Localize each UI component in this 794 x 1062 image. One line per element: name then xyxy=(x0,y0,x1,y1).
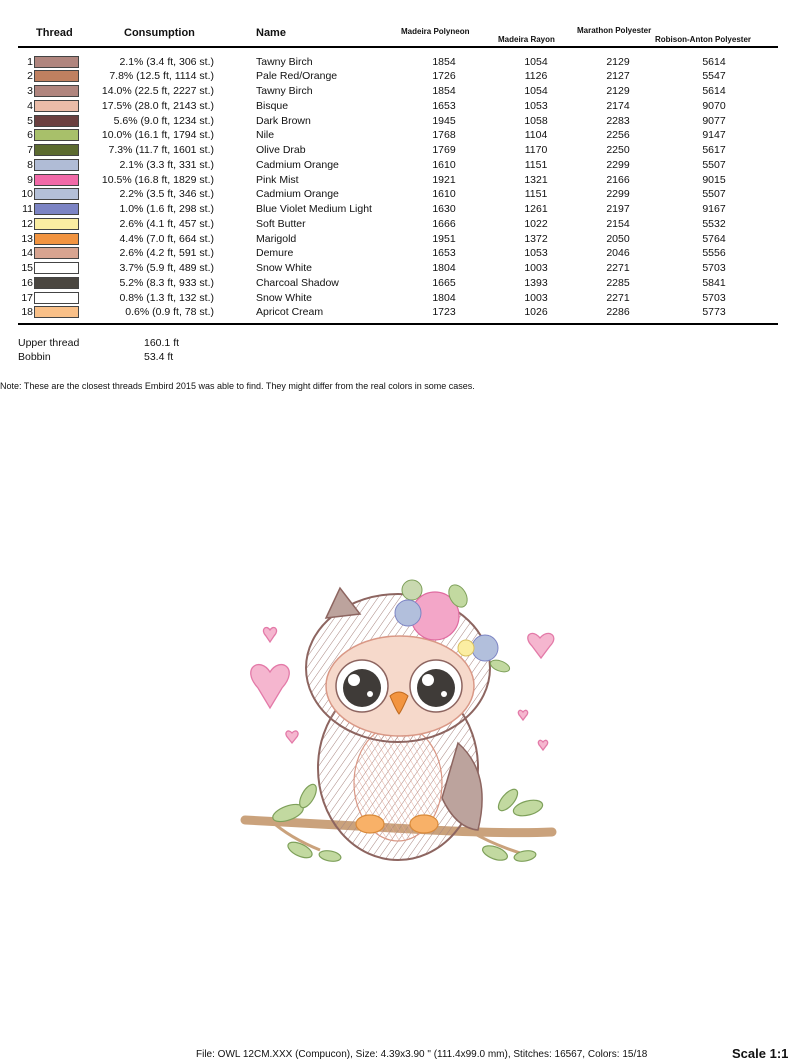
thread-robison-anton: 5507 xyxy=(702,188,726,201)
thread-name: Pink Mist xyxy=(256,173,299,186)
thread-robison-anton: 5507 xyxy=(702,158,726,171)
thread-madeira-rayon: 1053 xyxy=(524,99,548,112)
thread-color-swatch xyxy=(34,129,79,141)
thread-number: 10 xyxy=(21,188,33,201)
thread-marathon-polyester: 2197 xyxy=(606,203,630,215)
thread-consumption: 14.0% (22.5 ft, 2227 st.) xyxy=(101,85,214,97)
file-info: File: OWL 12CM.XXX (Compucon), Size: 4.39x3.90 " (111.4x99.0 mm), Stitches: 16567, Colors: 15/18 xyxy=(196,1049,648,1060)
thread-robison-anton: 5532 xyxy=(702,217,726,230)
thread-marathon-polyester: 2285 xyxy=(606,276,630,289)
thread-name: Tawny Birch xyxy=(256,55,313,68)
thread-number: 2 xyxy=(27,70,33,83)
thread-number: 18 xyxy=(21,306,33,319)
thread-madeira-polyneon: 1854 xyxy=(432,55,456,68)
thread-consumption: 5.6% (9.0 ft, 1234 st.) xyxy=(113,114,214,127)
upper-thread-label: Upper thread xyxy=(18,337,80,349)
thread-note: Note: These are the closest threads Embird 2015 was able to find. They might differ from the real colors in some cases. xyxy=(0,381,475,391)
thread-color-swatch xyxy=(34,188,79,200)
thread-robison-anton: 5614 xyxy=(702,55,726,68)
thread-name: Charcoal Shadow xyxy=(256,276,339,289)
header-consumption: Consumption xyxy=(124,27,195,39)
thread-name: Bisque xyxy=(256,99,289,112)
thread-row xyxy=(0,305,794,320)
thread-number: 8 xyxy=(27,158,33,171)
thread-consumption: 10.5% (16.8 ft, 1829 st.) xyxy=(101,173,214,186)
thread-color-swatch xyxy=(34,174,79,186)
thread-madeira-rayon: 1170 xyxy=(524,144,548,156)
thread-madeira-rayon: 1151 xyxy=(524,158,548,171)
thread-row xyxy=(0,261,794,276)
thread-marathon-polyester: 2129 xyxy=(606,85,630,97)
thread-madeira-polyneon: 1945 xyxy=(432,114,456,127)
thread-robison-anton: 9167 xyxy=(702,203,726,215)
thread-madeira-rayon: 1372 xyxy=(524,232,548,245)
thread-row xyxy=(0,291,794,306)
thread-robison-anton: 9147 xyxy=(702,129,726,142)
thread-marathon-polyester: 2299 xyxy=(606,158,630,171)
thread-consumption: 2.6% (4.2 ft, 591 st.) xyxy=(119,247,214,260)
thread-color-swatch xyxy=(34,247,79,259)
thread-name: Snow White xyxy=(256,262,313,274)
thread-name: Cadmium Orange xyxy=(256,188,339,201)
upper-thread-value: 160.1 ft xyxy=(144,337,180,349)
thread-madeira-rayon: 1151 xyxy=(524,188,548,201)
thread-robison-anton: 5773 xyxy=(702,306,726,319)
thread-marathon-polyester: 2154 xyxy=(606,217,630,230)
thread-madeira-polyneon: 1653 xyxy=(432,99,456,112)
thread-consumption: 5.2% (8.3 ft, 933 st.) xyxy=(119,276,214,289)
thread-marathon-polyester: 2166 xyxy=(606,173,630,186)
footer-rule xyxy=(18,323,778,325)
owl-illustration xyxy=(230,568,566,868)
thread-number: 17 xyxy=(21,291,33,304)
thread-name: Soft Butter xyxy=(256,217,306,230)
thread-color-swatch xyxy=(34,203,79,215)
thread-consumption: 2.6% (4.1 ft, 457 st.) xyxy=(119,217,214,230)
header-rule xyxy=(18,46,778,48)
thread-name: Olive Drab xyxy=(256,144,306,156)
thread-madeira-polyneon: 1610 xyxy=(432,188,456,201)
thread-madeira-rayon: 1261 xyxy=(524,203,548,215)
thread-number: 14 xyxy=(21,247,33,260)
thread-marathon-polyester: 2050 xyxy=(606,232,630,245)
thread-number: 1 xyxy=(27,55,33,68)
thread-number: 12 xyxy=(21,217,33,230)
thread-row xyxy=(0,84,794,99)
thread-name: Snow White xyxy=(256,291,313,304)
thread-number: 6 xyxy=(27,129,33,142)
thread-number: 3 xyxy=(27,85,33,97)
thread-madeira-rayon: 1026 xyxy=(524,306,548,319)
thread-madeira-rayon: 1003 xyxy=(524,262,548,274)
thread-row xyxy=(0,202,794,217)
thread-madeira-rayon: 1126 xyxy=(524,70,548,83)
thread-consumption: 2.1% (3.4 ft, 306 st.) xyxy=(119,55,214,68)
thread-marathon-polyester: 2250 xyxy=(606,144,630,156)
thread-row xyxy=(0,276,794,291)
thread-madeira-rayon: 1054 xyxy=(524,85,548,97)
thread-color-swatch xyxy=(34,100,79,112)
thread-row xyxy=(0,99,794,114)
thread-row xyxy=(0,246,794,261)
thread-robison-anton: 5841 xyxy=(702,276,726,289)
thread-consumption: 4.4% (7.0 ft, 664 st.) xyxy=(119,232,214,245)
header-robison-anton: Robison-Anton Polyester xyxy=(655,35,752,44)
thread-madeira-polyneon: 1653 xyxy=(432,247,456,260)
thread-robison-anton: 5617 xyxy=(702,144,726,156)
thread-madeira-rayon: 1022 xyxy=(524,217,548,230)
thread-madeira-rayon: 1053 xyxy=(524,247,548,260)
thread-madeira-polyneon: 1804 xyxy=(432,291,456,304)
thread-consumption: 2.1% (3.3 ft, 331 st.) xyxy=(119,158,214,171)
scale-label: Scale 1:1 xyxy=(732,1046,789,1061)
thread-name: Apricot Cream xyxy=(256,306,324,319)
header-madeira-rayon: Madeira Rayon xyxy=(498,35,555,44)
thread-color-swatch xyxy=(34,277,79,289)
thread-name: Demure xyxy=(256,247,294,260)
thread-madeira-rayon: 1104 xyxy=(524,129,548,142)
thread-consumption: 0.6% (0.9 ft, 78 st.) xyxy=(125,306,214,319)
thread-madeira-polyneon: 1666 xyxy=(432,217,456,230)
thread-row xyxy=(0,232,794,247)
thread-name: Marigold xyxy=(256,232,297,245)
thread-color-swatch xyxy=(34,70,79,82)
thread-marathon-polyester: 2127 xyxy=(606,70,630,83)
thread-color-swatch xyxy=(34,306,79,318)
header-name: Name xyxy=(256,27,286,39)
thread-consumption: 3.7% (5.9 ft, 489 st.) xyxy=(119,262,214,274)
thread-robison-anton: 9077 xyxy=(702,114,726,127)
thread-robison-anton: 5614 xyxy=(702,85,726,97)
thread-marathon-polyester: 2286 xyxy=(606,306,630,319)
thread-marathon-polyester: 2174 xyxy=(606,99,630,112)
thread-robison-anton: 5764 xyxy=(702,232,726,245)
thread-number: 7 xyxy=(27,144,33,156)
thread-color-swatch xyxy=(34,85,79,97)
thread-marathon-polyester: 2046 xyxy=(606,247,630,260)
thread-madeira-polyneon: 1804 xyxy=(432,262,456,274)
thread-color-swatch xyxy=(34,115,79,127)
thread-number: 5 xyxy=(27,114,33,127)
bobbin-value: 53.4 ft xyxy=(144,351,174,363)
thread-consumption: 1.0% (1.6 ft, 298 st.) xyxy=(119,203,214,215)
thread-madeira-rayon: 1321 xyxy=(524,173,548,186)
thread-robison-anton: 9015 xyxy=(702,173,726,186)
thread-color-swatch xyxy=(34,159,79,171)
thread-marathon-polyester: 2271 xyxy=(606,291,630,304)
thread-row xyxy=(0,173,794,188)
thread-row xyxy=(0,69,794,84)
thread-row xyxy=(0,187,794,202)
header-thread: Thread xyxy=(36,27,73,39)
thread-consumption: 7.3% (11.7 ft, 1601 st.) xyxy=(108,144,214,156)
thread-robison-anton: 5703 xyxy=(702,262,726,274)
thread-name: Dark Brown xyxy=(256,114,311,127)
thread-row xyxy=(0,55,794,70)
thread-madeira-polyneon: 1610 xyxy=(432,158,456,171)
thread-name: Cadmium Orange xyxy=(256,158,339,171)
thread-madeira-rayon: 1003 xyxy=(524,291,548,304)
thread-madeira-polyneon: 1630 xyxy=(432,203,456,215)
thread-color-swatch xyxy=(34,233,79,245)
thread-marathon-polyester: 2283 xyxy=(606,114,630,127)
thread-number: 11 xyxy=(22,203,33,215)
thread-madeira-polyneon: 1769 xyxy=(432,144,456,156)
thread-name: Blue Violet Medium Light xyxy=(256,203,372,215)
header-madeira-polyneon: Madeira Polyneon xyxy=(401,27,470,36)
thread-consumption: 10.0% (16.1 ft, 1794 st.) xyxy=(101,129,214,142)
thread-consumption: 17.5% (28.0 ft, 2143 st.) xyxy=(101,99,214,112)
thread-row xyxy=(0,128,794,143)
thread-madeira-rayon: 1058 xyxy=(524,114,548,127)
thread-madeira-rayon: 1054 xyxy=(524,55,548,68)
thread-marathon-polyester: 2129 xyxy=(606,55,630,68)
thread-consumption: 2.2% (3.5 ft, 346 st.) xyxy=(119,188,214,201)
thread-number: 13 xyxy=(21,232,33,245)
thread-madeira-polyneon: 1726 xyxy=(432,70,456,83)
thread-marathon-polyester: 2299 xyxy=(606,188,630,201)
thread-number: 9 xyxy=(27,173,33,186)
thread-color-swatch xyxy=(34,262,79,274)
thread-madeira-rayon: 1393 xyxy=(524,276,548,289)
thread-robison-anton: 5703 xyxy=(702,291,726,304)
thread-robison-anton: 5547 xyxy=(702,70,726,83)
thread-color-swatch xyxy=(34,292,79,304)
thread-name: Nile xyxy=(256,129,275,142)
thread-color-swatch xyxy=(34,144,79,156)
thread-name: Pale Red/Orange xyxy=(256,70,338,83)
thread-consumption: 0.8% (1.3 ft, 132 st.) xyxy=(119,291,214,304)
thread-number: 16 xyxy=(21,276,33,289)
thread-robison-anton: 5556 xyxy=(702,247,726,260)
thread-color-swatch xyxy=(34,218,79,230)
bobbin-label: Bobbin xyxy=(18,351,51,363)
thread-madeira-polyneon: 1921 xyxy=(432,173,456,186)
thread-marathon-polyester: 2256 xyxy=(606,129,630,142)
thread-madeira-polyneon: 1768 xyxy=(432,129,456,142)
thread-name: Tawny Birch xyxy=(256,85,313,97)
thread-marathon-polyester: 2271 xyxy=(606,262,630,274)
thread-robison-anton: 9070 xyxy=(702,99,726,112)
thread-color-swatch xyxy=(34,56,79,68)
thread-madeira-polyneon: 1723 xyxy=(432,306,456,319)
thread-row xyxy=(0,114,794,129)
owl-embroidery-design xyxy=(230,568,566,868)
thread-number: 15 xyxy=(21,262,33,274)
thread-consumption: 7.8% (12.5 ft, 1114 st.) xyxy=(109,70,214,83)
thread-number: 4 xyxy=(27,99,33,112)
thread-row xyxy=(0,158,794,173)
thread-madeira-polyneon: 1854 xyxy=(432,85,456,97)
thread-madeira-polyneon: 1951 xyxy=(432,232,456,245)
thread-madeira-polyneon: 1665 xyxy=(432,276,456,289)
thread-row xyxy=(0,217,794,232)
header-marathon-polyester: Marathon Polyester xyxy=(577,26,652,35)
thread-row xyxy=(0,143,794,158)
